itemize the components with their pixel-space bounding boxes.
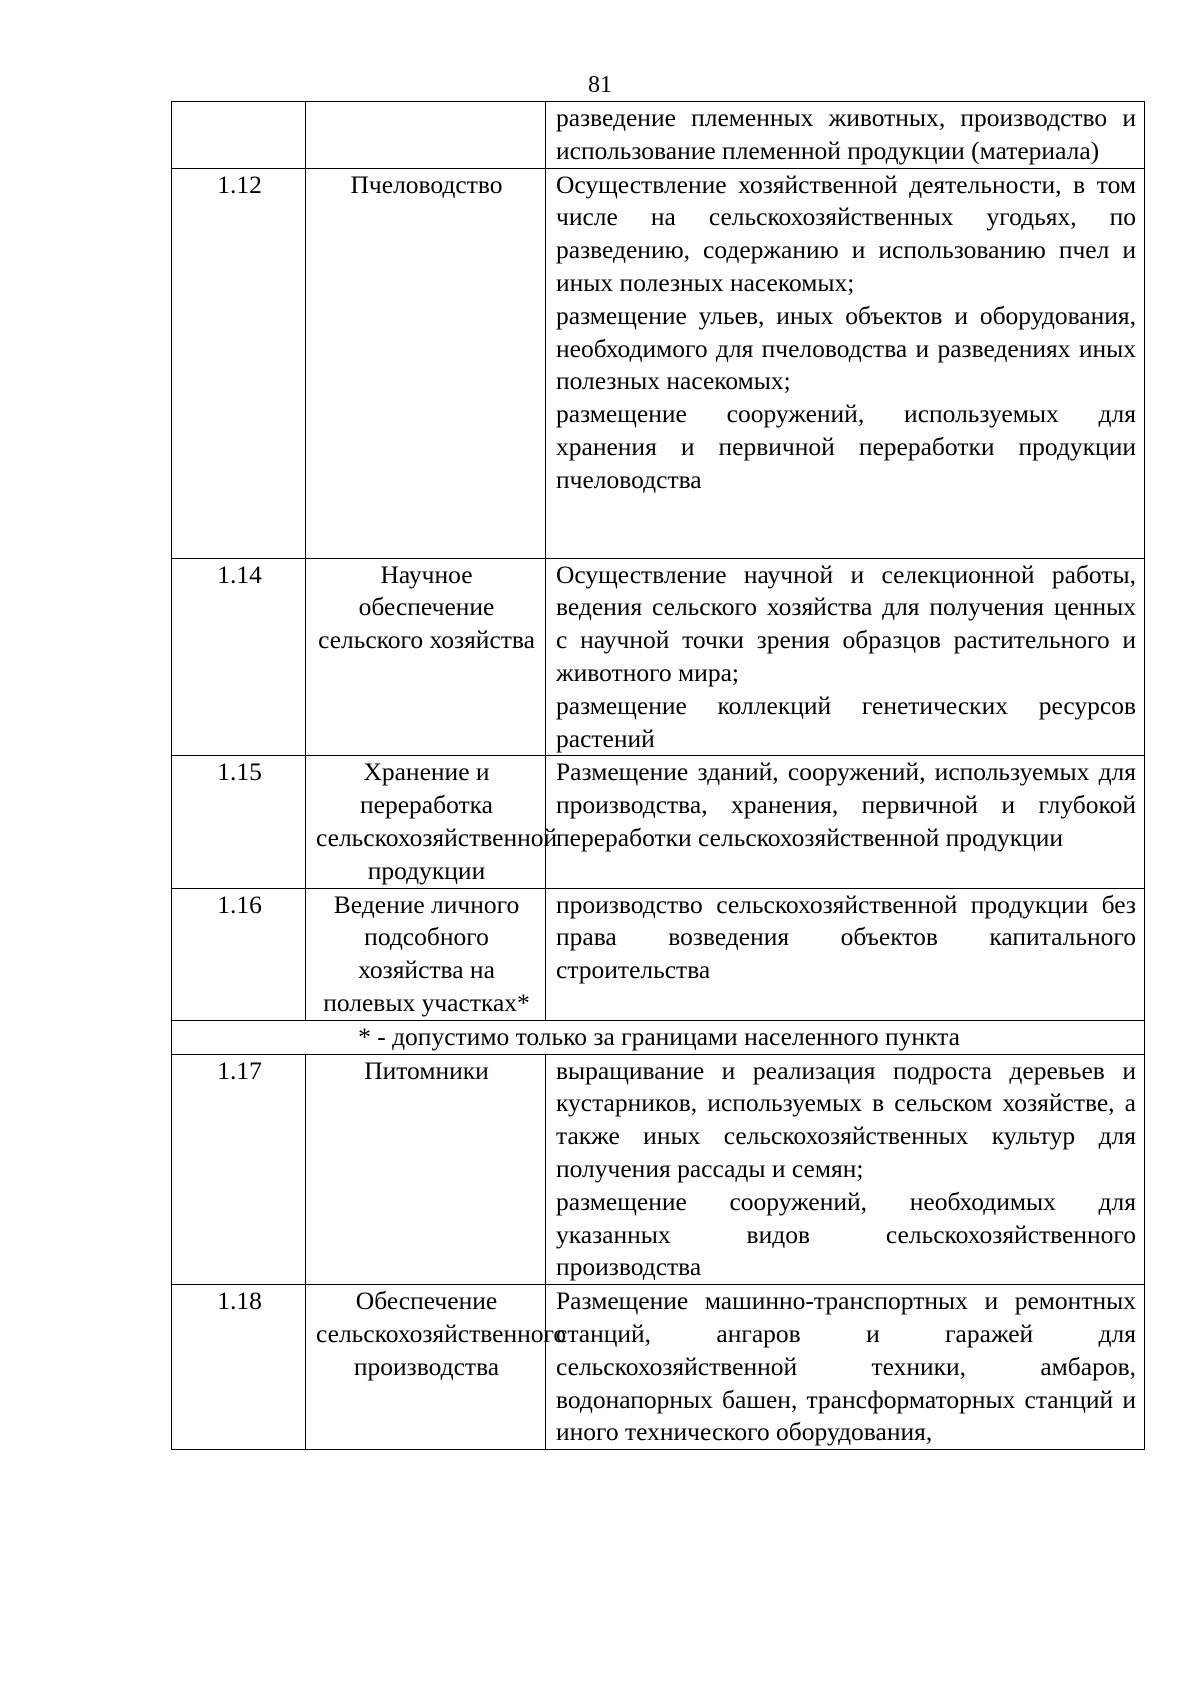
description-paragraph: выращивание и реализация подроста деревьев и кустарников, используемых в сельском хозяйстве, а также иных сельскохозяйственных культур для получения рассады и семян; <box>556 1055 1136 1183</box>
row-name: Научное обеспечение сельского хозяйства <box>306 558 546 756</box>
description-paragraph: разведение племенных животных, производство и использование племенной продукции (материала) <box>556 103 1136 165</box>
row-number: 1.18 <box>172 1285 306 1450</box>
description-paragraph: Осуществление научной и селекционной работы, ведения сельского хозяйства для получения ценных с научной точки зрения образцов растительного и животного мира; <box>556 559 1136 687</box>
table-note: * - допустимо только за границами населенного пункта <box>172 1020 1145 1054</box>
row-description <box>546 102 1145 169</box>
row-number: 1.15 <box>172 756 306 888</box>
row-name: Питомники <box>306 1054 546 1285</box>
row-name <box>306 102 546 169</box>
table-row <box>172 1285 1145 1450</box>
table-note-row <box>172 1020 1145 1054</box>
row-name: Обеспечение сельскохозяйственного производства <box>306 1285 546 1450</box>
description-paragraph: размещение коллекций генетических ресурсов растений <box>556 690 1136 753</box>
description-paragraph: размещение ульев, иных объектов и оборудования, необходимого для пчеловодства и разведениях иных полезных насекомых; <box>556 300 1136 396</box>
row-number <box>172 102 306 169</box>
row-name: Пчеловодство <box>306 168 546 558</box>
table-row <box>172 888 1145 1020</box>
row-description <box>546 1285 1145 1450</box>
description-paragraph: Осуществление хозяйственной деятельности, в том числе на сельскохозяйственных угодьях, по разведению, содержанию и использованию пчел и иных полезных насекомых; <box>556 169 1136 297</box>
table-row <box>172 168 1145 558</box>
table-row <box>172 102 1145 169</box>
description-paragraph: размещение сооружений, необходимых для указанных видов сельскохозяйственного производства <box>556 1186 1136 1282</box>
row-description <box>546 558 1145 756</box>
row-name: Хранение и переработка сельскохозяйственной продукции <box>306 756 546 888</box>
table-row <box>172 756 1145 888</box>
description-paragraph: Размещение машинно-транспортных и ремонтных станций, ангаров и гаражей для сельскохозяйственной техники, амбаров, водонапорных башен, трансформаторных станций и иного технического оборудования, <box>556 1286 1136 1447</box>
description-paragraph: размещение сооружений, используемых для хранения и первичной переработки продукции пчеловодства <box>556 399 1136 494</box>
row-description <box>546 756 1145 888</box>
page-number: 81 <box>588 72 612 98</box>
row-name: Ведение личного подсобного хозяйства на полевых участках* <box>306 888 546 1020</box>
table-row <box>172 558 1145 756</box>
row-description <box>546 168 1145 558</box>
row-description <box>546 888 1145 1020</box>
row-description <box>546 1054 1145 1285</box>
row-number: 1.12 <box>172 168 306 558</box>
description-paragraph: производство сельскохозяйственной продукции без права возведения объектов капитального строительства <box>556 889 1136 985</box>
description-paragraph: Размещение зданий, сооружений, используемых для производства, хранения, первичной и глубокой переработки сельскохозяйственной продукции <box>556 757 1136 852</box>
land-use-table <box>171 101 1145 1450</box>
row-number: 1.16 <box>172 888 306 1020</box>
row-number: 1.17 <box>172 1054 306 1285</box>
table-row <box>172 1054 1145 1285</box>
row-number: 1.14 <box>172 558 306 756</box>
